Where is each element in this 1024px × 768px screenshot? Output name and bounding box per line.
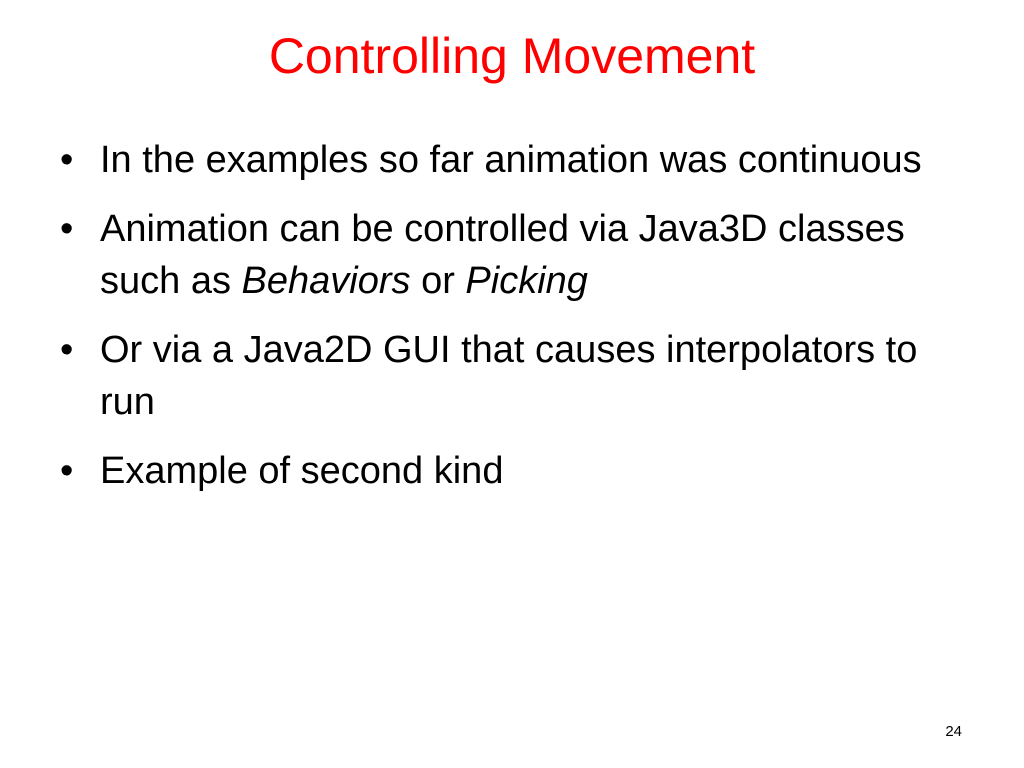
bullet-text: In the examples so far animation was continuous [100,139,922,181]
bullet-item-3 [58,324,958,428]
bullet-text-connector: or [410,260,466,302]
bullet-emphasis-picking: Picking [465,260,588,302]
bullet-emphasis-behaviors: Behaviors [241,260,411,302]
bullet-text: Example of second kind [100,450,504,492]
bullet-item-2 [58,203,958,307]
bullet-dot-icon: • [60,139,74,181]
page-number: 24 [945,723,962,740]
bullet-text: Or via a Java2D GUI that causes interpolators to run [100,329,918,423]
bullet-dot-icon: • [60,450,74,492]
bullet-dot-icon: • [60,329,74,371]
bullet-text: Animation can be controlled via Java3D classes such as [100,208,905,302]
bullet-dot-icon: • [60,208,74,250]
bullet-list [58,134,958,514]
bullet-item-1 [58,134,958,186]
slide-title: Controlling Movement [268,28,756,84]
bullet-item-4 [58,445,958,497]
